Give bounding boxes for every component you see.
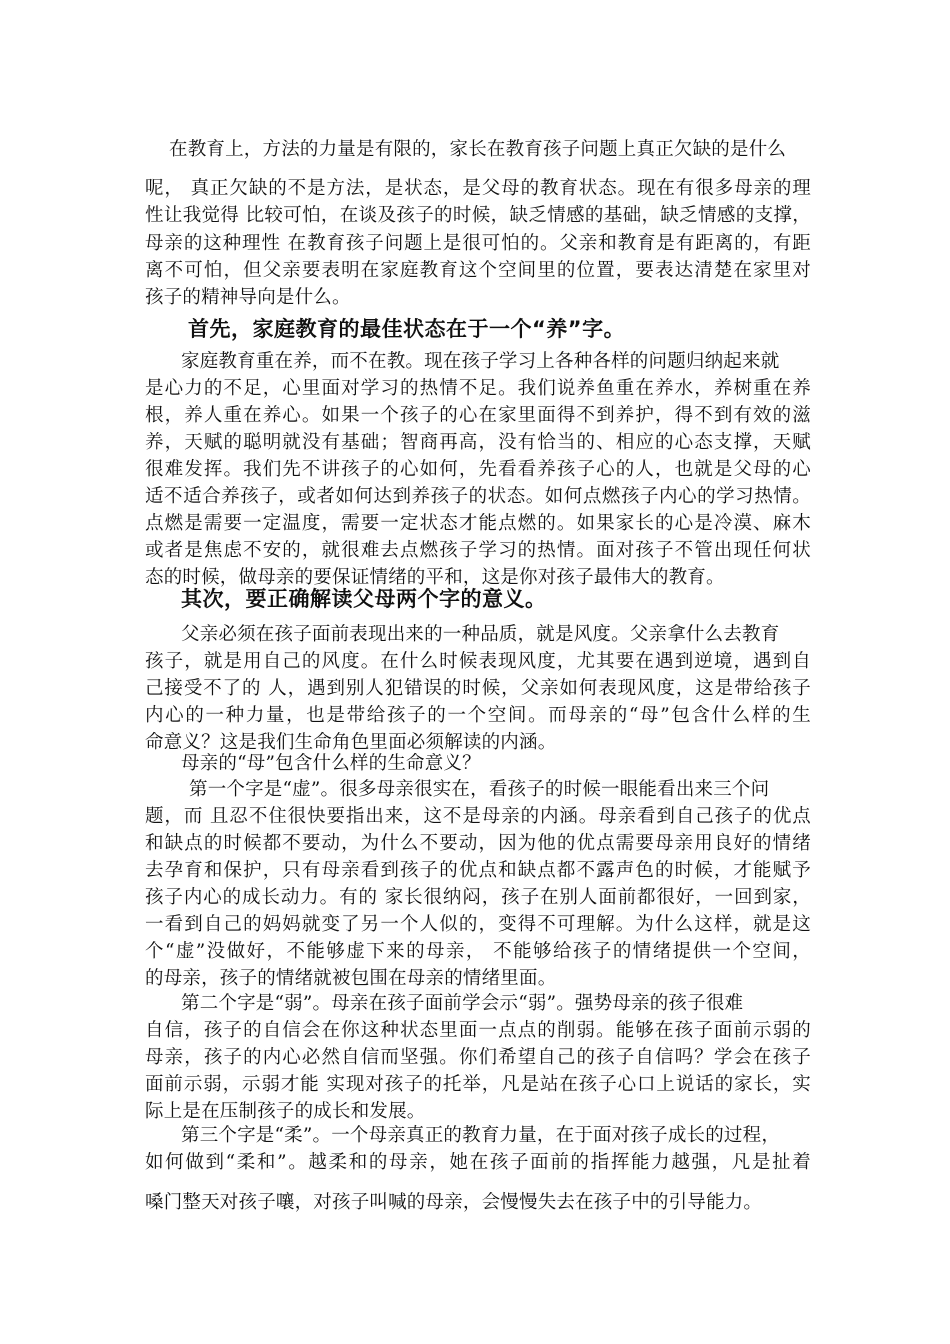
section2-line: 命意义？这是我们生命角色里面必须解读的内涵。 <box>145 732 557 753</box>
section2-line: 际上是在压制孩子的成长和发展。 <box>145 1101 426 1122</box>
section2-line: 面前示弱，示弱才能 实现对孩子的托举，凡是站在孩子心口上说话的家长，实 <box>145 1074 811 1095</box>
section1-line: 态的时候，做母亲的要保证情绪的平和，这是你对孩子最伟大的教育。 <box>145 567 725 588</box>
section2-line: 内心的一种力量，也是带给孩子的一个空间。而母亲的“母”包含什么样的生 <box>145 705 811 726</box>
section2-line: 去孕育和保护，只有母亲看到孩子的优点和缺点都不露声色的时候，才能赋予 <box>145 860 811 881</box>
section2-line: 第二个字是“弱”。母亲在孩子面前学会示“弱”。强势母亲的孩子很难 <box>181 993 744 1014</box>
intro-line: 离不可怕，但父亲要表明在家庭教育这个空间里的位置，要表达清楚在家里对 <box>145 260 811 281</box>
section1-line: 是心力的不足，心里面对学习的热情不足。我们说养鱼重在养水，养树重在养 <box>145 378 811 399</box>
section2-line: 孩子内心的成长动力。有的 家长很纳闷，孩子在别人面前都很好，一回到家， <box>145 887 811 908</box>
section2-line: 母亲的“母”包含什么样的生命意义？ <box>181 753 481 774</box>
section2-line: 的母亲，孩子的情绪就被包围在母亲的情绪里面。 <box>145 968 557 989</box>
section1-line: 适不适合养孩子，或者如何达到养孩子的状态。如何点燃孩子内心的学习热情。 <box>145 486 811 507</box>
section-heading-1: 首先，家庭教育的最佳状态在于一个“养”字。 <box>188 317 626 341</box>
intro-line: 母亲的这种理性 在教育孩子问题上是很可怕的。父亲和教育是有距离的，有距 <box>145 233 811 254</box>
section2-line: 第三个字是“柔”。一个母亲真正的教育力量，在于面对孩子成长的过程， <box>181 1125 781 1146</box>
section2-line: 父亲必须在孩子面前表现出来的一种品质，就是风度。父亲拿什么去教育 <box>181 624 780 645</box>
section1-line: 点燃是需要一定温度，需要一定状态才能点燃的。如果家长的心是冷漠、麻木 <box>145 513 811 534</box>
section2-line: 孩子，就是用自己的风度。在什么时候表现风度，尤其要在遇到逆境，遇到自 <box>145 651 811 672</box>
section2-line: 自信，孩子的自信会在你这种状态里面一点点的削弱。能够在孩子面前示弱的 <box>145 1020 811 1041</box>
section1-line: 或者是焦虑不安的，就很难去点燃孩子学习的热情。面对孩子不管出现任何状 <box>145 540 811 561</box>
section1-line: 很难发挥。我们先不讲孩子的心如何，先看看养孩子心的人，也就是父母的心 <box>145 459 811 480</box>
section2-line: 题，而 且忍不住很快要指出来，这不是母亲的内涵。母亲看到自己孩子的优点 <box>145 806 811 827</box>
section1-line: 家庭教育重在养，而不在教。现在孩子学习上各种各样的问题归纳起来就 <box>181 351 780 372</box>
intro-line: 在教育上，方法的力量是有限的，家长在教育孩子问题上真正欠缺的是什么 <box>169 139 787 160</box>
section-heading-2: 其次，要正确解读父母两个字的意义。 <box>181 587 547 611</box>
section1-line: 养，天赋的聪明就没有基础；智商再高，没有恰当的、相应的心态支撑，天赋 <box>145 432 811 453</box>
section2-line: 嗓门整天对孩子嚷，对孩子叫喊的母亲，会慢慢失去在孩子中的引导能力。 <box>145 1192 763 1213</box>
intro-line: 呢， 真正欠缺的不是方法，是状态，是父母的教育状态。现在有很多母亲的理 <box>145 178 811 199</box>
section1-line: 根，养人重在养心。如果一个孩子的心在家里面得不到养护，得不到有效的滋 <box>145 405 811 426</box>
section2-line: 如何做到“柔和”。越柔和的母亲，她在孩子面前的指挥能力越强，凡是扯着 <box>145 1152 811 1173</box>
section2-line: 第一个字是“虚”。很多母亲很实在，看孩子的时候一眼能看出来三个问 <box>189 779 770 800</box>
section2-line: 母亲，孩子的内心必然自信而坚强。你们希望自己的孩子自信吗？学会在孩子 <box>145 1047 811 1068</box>
section2-line: 一看到自己的妈妈就变了另一个人似的，变得不可理解。为什么这样，就是这 <box>145 914 811 935</box>
section2-line: 个“虚”没做好，不能够虚下来的母亲， 不能够给孩子的情绪提供一个空间， <box>145 941 811 962</box>
intro-line: 性让我觉得 比较可怕，在谈及孩子的时候，缺乏情感的基础，缺乏情感的支撑， <box>145 205 811 226</box>
intro-line: 孩子的精神导向是什么。 <box>145 287 351 308</box>
section2-line: 和缺点的时候都不要动，为什么不要动，因为他的优点需要母亲用良好的情绪 <box>145 833 811 854</box>
section2-line: 己接受不了的 人，遇到别人犯错误的时候，父亲如何表现风度，这是带给孩子 <box>145 678 811 699</box>
